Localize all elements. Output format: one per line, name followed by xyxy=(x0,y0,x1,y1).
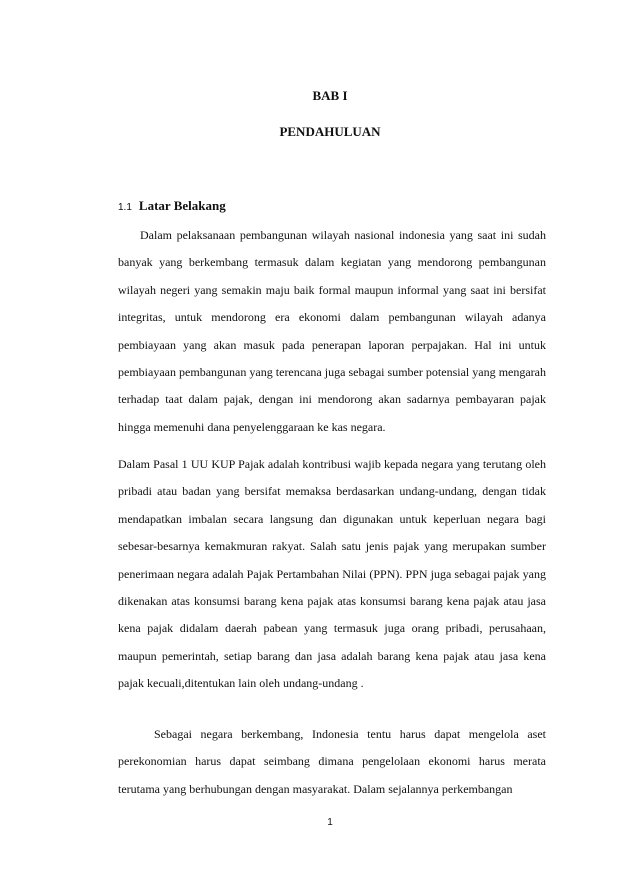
paragraph-2: Dalam Pasal 1 UU KUP Pajak adalah kontribusi wajib kepada negara yang terutang oleh pribadi atau badan yang bersifat memaksa berdasarkan undang-undang, dengan tidak mendapatkan imbalan secara langsung dan digunakan untuk keperluan negara bagi sebesar-besarnya kemakmuran rakyat. Salah satu jenis pajak yang merupakan sumber penerimaan negara adalah Pajak Pertambahan Nilai (PPN). PPN juga sebagai pajak yang dikenakan atas konsumsi barang kena pajak atas konsumsi barang kena pajak atau jasa kena pajak didalam daerah pabean yang termasuk juga orang pribadi, perusahaan, maupun pemerintah, setiap barang dan jasa adalah barang kena pajak atau jasa kena pajak kecuali,ditentukan lain oleh undang-undang . xyxy=(118,457,546,691)
section-number: 1.1 xyxy=(118,202,132,213)
section-title: Latar Belakang xyxy=(138,198,226,213)
paragraph-1: Dalam pelaksanaan pembangunan wilayah nasional indonesia yang saat ini sudah banyak yang berkembang termasuk dalam kegiatan yang mendorong pembangunan wilayah negeri yang semakin maju baik formal maupun informal yang saat ini bersifat integritas, untuk mendorong era ekonomi dalam pembangunan wilayah adanya pembiayaan yang akan masuk pada penerapan laporan perpajakan. Hal ini untuk pembiayaan pembangunan yang terencana juga sebagai sumber potensial yang mengarah terhadap taat dalam pajak, dengan ini mendorong akan sadarnya pembayaran pajak hingga memenuhi dana penyelenggaraan ke kas negara. xyxy=(118,228,546,434)
chapter-number: BAB I xyxy=(312,88,348,103)
section-heading xyxy=(118,198,226,216)
paragraph-3: Sebagai negara berkembang, Indonesia tentu harus dapat mengelola aset perekonomian harus dapat seimbang dimana pengelolaan ekonomi harus merata terutama yang berhubungan dengan masyarakat. Dalam sejalannya perkembangan xyxy=(118,727,546,796)
chapter-title: PENDAHULUAN xyxy=(279,124,381,139)
page-number: 1 xyxy=(327,817,333,828)
